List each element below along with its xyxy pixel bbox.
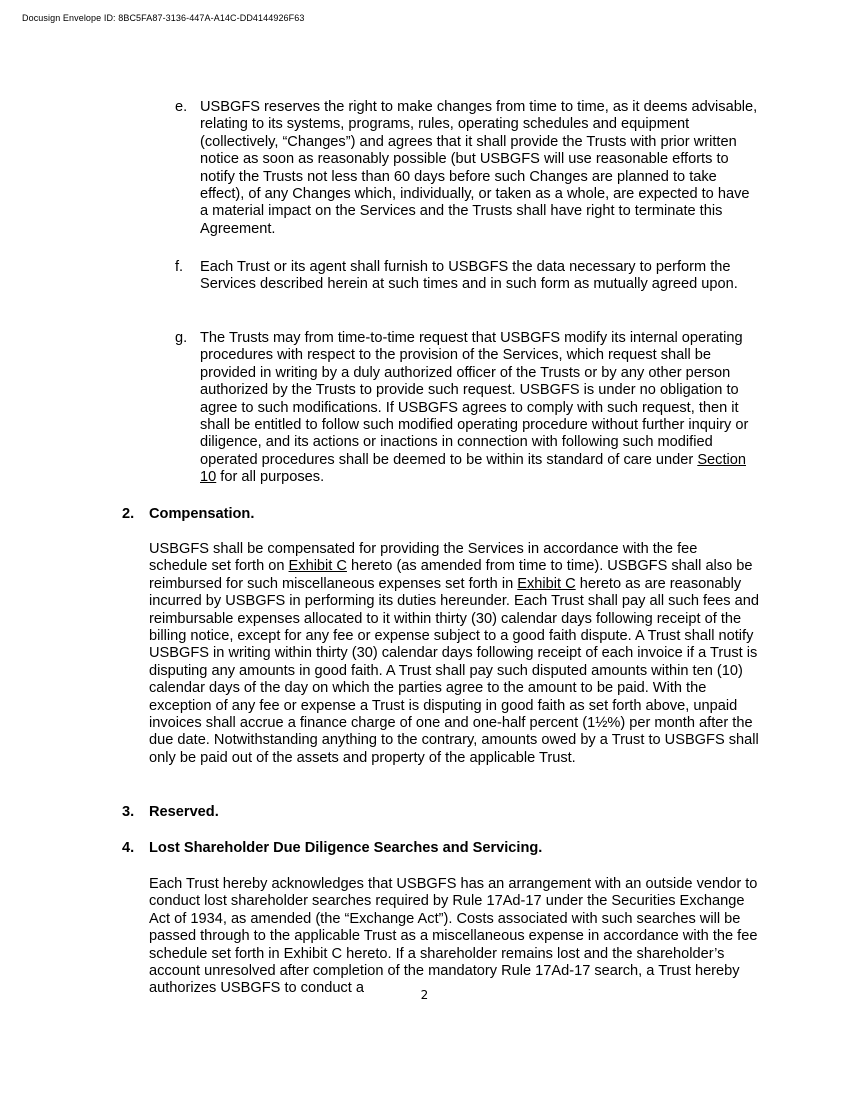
exhibit-c-reference: Exhibit C bbox=[288, 558, 347, 575]
lost-shareholder-paragraph: Each Trust hereby acknowledges that USBGFS has an arrangement with an outside vendor to conduct lost shareholder searches required by Rule 17Ad-17 under the Securities Exchange Act of 1934, as amended (the “Exchange Act”). Costs associated with such searches will be passed through to the applicable Trust as a miscellaneous expense in accordance with the fee schedule set forth in Exhibit C hereto. If a shareholder remains lost and the shareholder’s account unresolved after completion of the mandatory Rule 17Ad-17 search, a Trust hereby authorizes USBGFS to conduct a bbox=[149, 876, 758, 997]
exhibit-c-reference: Exhibit C bbox=[517, 575, 576, 592]
item-text: Each Trust or its agent shall furnish to USBGFS the data necessary to perform the Services described herein at such times and in such form as mutually agreed upon. bbox=[200, 259, 738, 293]
section-number: 3. bbox=[122, 804, 135, 820]
section-title: Lost Shareholder Due Diligence Searches and Servicing. bbox=[149, 840, 543, 856]
item-letter: g. bbox=[175, 330, 188, 346]
item-letter: e. bbox=[175, 99, 188, 115]
item-text: USBGFS reserves the right to make changes from time to time, as it deems advisable, relating to its systems, programs, rules, operating schedules and equipment (collectively, “Changes”) and agrees that it shall provide the Trusts with prior written notice as soon as reasonably possible (but USBGFS will use reasonable efforts to notify the Trusts not less than 60 days before such Changes are planned to take effect), of any Changes which, individually, or taken as a whole, are expected to have a material impact on the Services and the Trusts shall have right to terminate this Agreement. bbox=[200, 99, 758, 237]
section-heading-lost-shareholder bbox=[122, 840, 542, 857]
list-item-g bbox=[175, 330, 760, 487]
section-title: Reserved. bbox=[149, 804, 219, 820]
paragraph-part: hereto as are reasonably incurred by USBGFS in performing its duties hereunder. Each Trust shall pay all such fees and reimbursable expenses allocated to it within thirty (30) calendar days following receipt of the billing notice, except for any fee or expense subject to a good faith dispute. A Trust shall notify USBGFS in writing within thirty (30) calendar days following receipt of each invoice if a Trust is disputing any amounts in good faith. A Trust shall pay such disputed amounts within ten (10) calendar days of the day on which the parties agree to the amount to be paid. With the exception of any fee or expense a Trust is disputing in good faith as set forth above, unpaid invoices shall accrue a finance charge of one and one-half percent (1½%) per month after the due date. Notwithstanding anything to the contrary, amounts owed by a Trust to USBGFS shall only be paid out of the assets and property of the applicable Trust. bbox=[149, 575, 760, 766]
item-text-part: The Trusts may from time-to-time request that USBGFS modify its internal operating procedures with respect to the provision of the Services, which request shall be provided in writing by a duly authorized officer of the Trusts or by any other person authorized by the Trusts to provide such request. USBGFS is under no obligation to agree to such modifications. If USBGFS agrees to comply with such request, then it shall be entitled to follow such modified operating procedure without further inquiry or diligence, and its actions or inactions in connection with following such modified operated procedures shall be deemed to be within its standard of care under bbox=[200, 330, 749, 468]
section-heading-reserved bbox=[122, 804, 219, 821]
list-item-f bbox=[175, 259, 760, 294]
section-heading-compensation bbox=[122, 506, 254, 523]
envelope-id: Docusign Envelope ID: 8BC5FA87-3136-447A-A14C-DD4144926F63 bbox=[22, 13, 305, 23]
section-10-reference: Section 10 bbox=[200, 451, 746, 486]
list-item-e bbox=[175, 99, 760, 238]
section-number: 2. bbox=[122, 506, 135, 522]
page-number: 2 bbox=[420, 988, 429, 1002]
paragraph-part: hereto (as amended from time to time). USBGFS shall also be reimbursed for such miscellaneous expenses set forth in bbox=[149, 558, 753, 592]
item-text bbox=[200, 330, 760, 487]
item-text-part: for all purposes. bbox=[216, 469, 325, 486]
compensation-paragraph bbox=[149, 541, 759, 767]
section-title: Compensation. bbox=[149, 506, 255, 522]
paragraph-part: USBGFS shall be compensated for providing the Services in accordance with the fee schedule set forth on bbox=[149, 541, 698, 575]
item-letter: f. bbox=[175, 259, 184, 275]
section-number: 4. bbox=[122, 840, 135, 856]
